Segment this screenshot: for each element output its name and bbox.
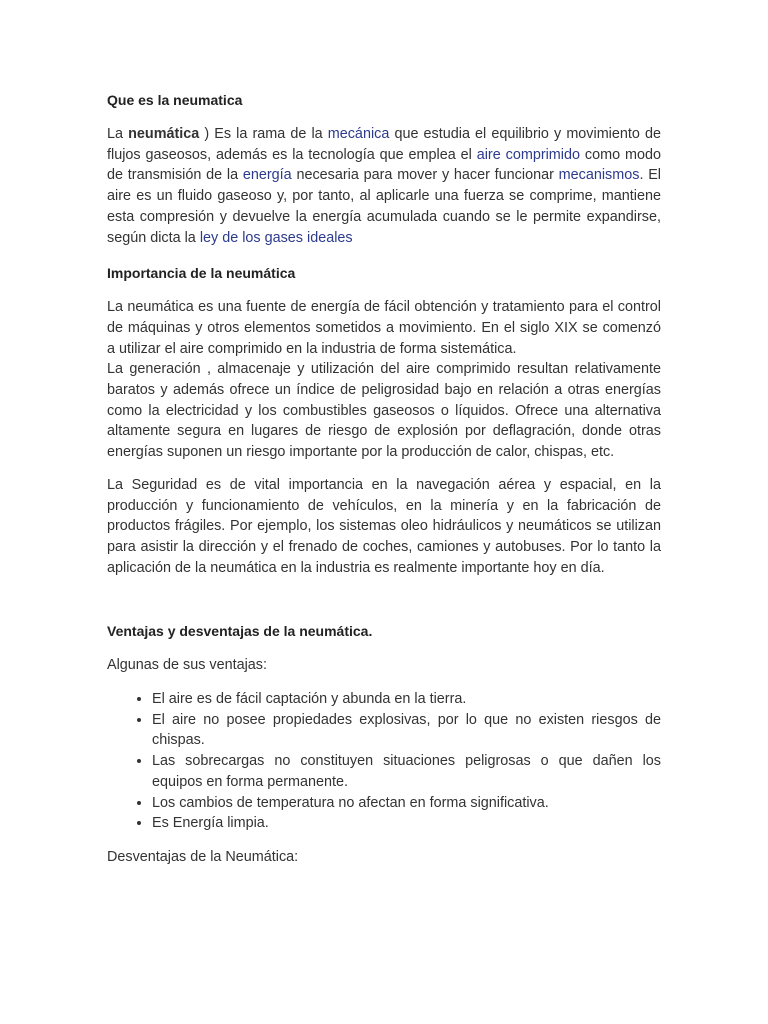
heading-importancia: Importancia de la neumática — [107, 265, 296, 282]
paragraph-importancia-1: La neumática es una fuente de energía de fácil obtención y tratamiento para el control de máquinas y otros elementos sometidos a movimiento. En el siglo XIX se comenzó a utilizar el aire comprimido en la industria de forma sistemática. — [107, 299, 661, 357]
link-energia[interactable]: energía — [242, 167, 292, 184]
list-item: • El aire no posee propiedades explosivas, por lo que no existen riesgos de chispas. — [152, 710, 661, 751]
paragraph-definition: La neumática ) Es la rama de la mecánica que estudia el equilibrio y movimiento de flujos gaseosos, además es la tecnología que emplea el aire comprimido como modo de transmisión de la energía necesaria para mover y hacer funcionar mecanismos. El aire es un fluido gaseoso y, por tanto, al aplicarle una fuerza se comprime, mantiene esta compresión y devuelve la energía acumulada cuando se le permite expandirse, según dicta la ley de los gases ideales — [107, 126, 662, 246]
paragraph-importancia-2: La generación , almacenaje y utilización del aire comprimido resultan relativamente baratos y además ofrece un índice de peligrosidad bajo en relación a otras energías como la electricidad y los combustibles gaseosos o líquidos. Ofrece una alternativa altamente segura en lugares de riesgo de explosión por deflagración, donde otras energías suponen un riesgo importante por la producción de calor, chispas, etc. — [107, 361, 661, 461]
advantages-list — [107, 689, 661, 834]
list-item: • Es Energía limpia. — [152, 813, 661, 834]
paragraph-seguridad: La Seguridad es de vital importancia en la navegación aérea y espacial, en la producción y funcionamiento de vehículos, en la minería y en la fabricación de productos frágiles. Por ejemplo, los sistemas oleo hidráulicos y neumáticos se utilizan para asistir la dirección y el frenado de coches, camiones y autobuses. Por lo tanto la aplicación de la neumática en la industria es realmente importante hoy en día. — [107, 476, 661, 576]
list-item: • Las sobrecargas no constituyen situaciones peligrosas o que dañen los equipos en forma permanente. — [152, 751, 661, 792]
heading-que-es: Que es la neumatica — [107, 92, 243, 108]
link-mecanismos[interactable]: mecanismos — [558, 167, 640, 184]
link-aire-comprimido[interactable]: aire comprimido — [476, 146, 581, 163]
link-ley-gases-ideales[interactable]: ley de los gases ideales — [199, 229, 353, 246]
list-item: • Los cambios de temperatura no afectan en forma significativa. — [152, 793, 661, 814]
advantages-intro: Algunas de sus ventajas: — [107, 657, 267, 674]
disadvantages-intro: Desventajas de la Neumática: — [107, 848, 299, 865]
term-neumatica: neumática — [128, 126, 200, 142]
list-item: • El aire es de fácil captación y abunda en la tierra. — [152, 689, 661, 710]
heading-ventajas: Ventajas y desventajas de la neumática. — [107, 623, 373, 640]
link-mecanica[interactable]: mecánica — [327, 126, 390, 142]
